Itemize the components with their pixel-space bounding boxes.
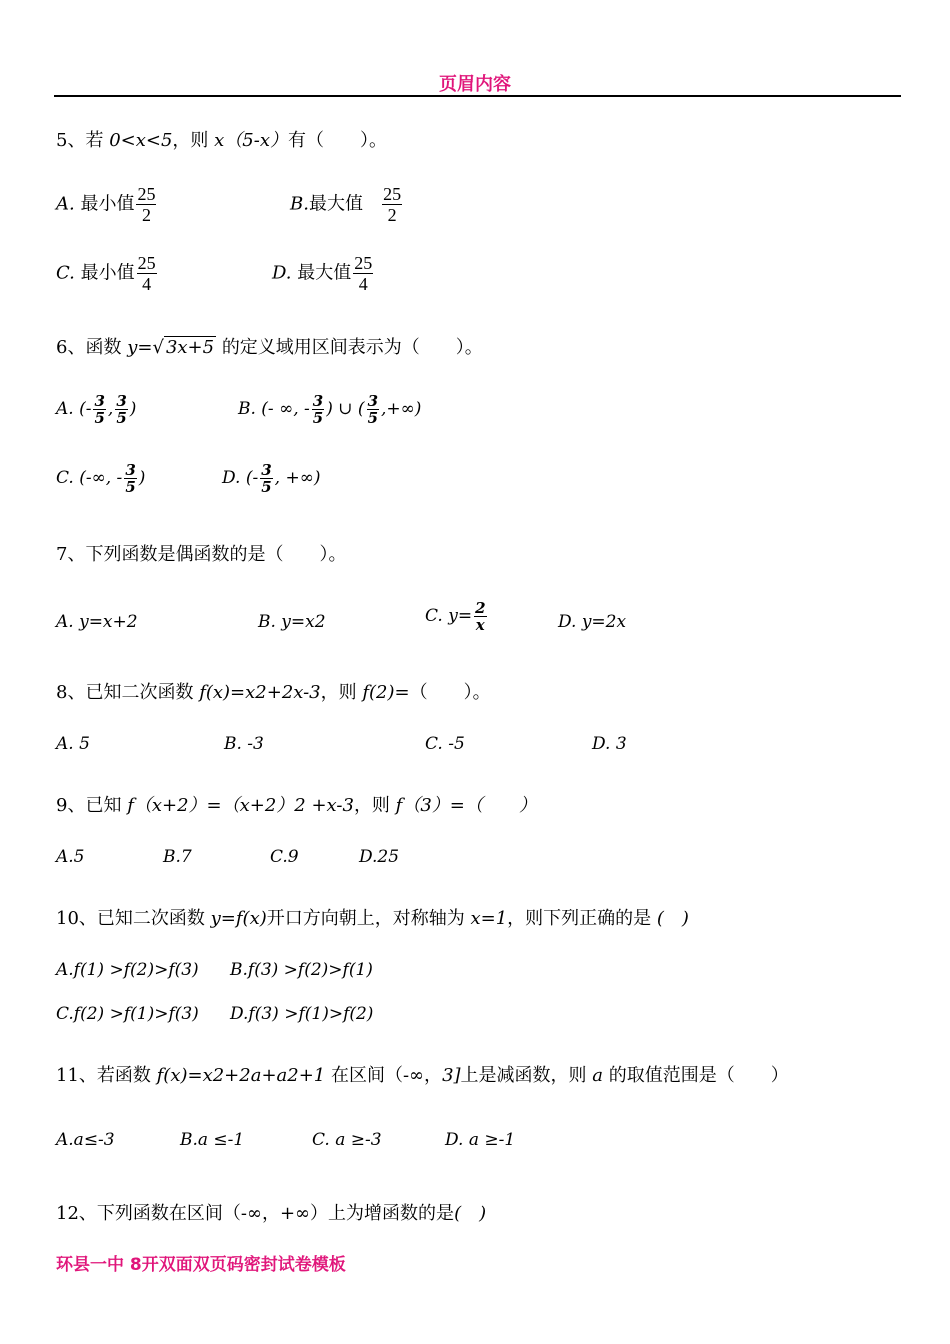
sqrt-sign: √ (152, 337, 164, 358)
option-text: C. y= (425, 606, 473, 626)
q8-option-a: A. 5 (56, 734, 90, 754)
option-text: ) ∪ ( (326, 399, 365, 419)
page-footer-text: 环县一中 8开双面双页码密封试卷模板 (56, 1255, 346, 1275)
q9-stem-part: 9、已知 (56, 795, 128, 816)
q8-option-d: D. 3 (592, 734, 627, 754)
q9-expression: f（3）=（ ） (395, 795, 537, 816)
option-text: ) (138, 468, 146, 488)
q11-function: f(x)=x2+2a+a2+1 (156, 1065, 326, 1086)
q5-option-c (56, 253, 159, 294)
option-label: C. (56, 262, 75, 284)
numerator: 25 (383, 184, 402, 204)
q11-option-b: B.a ≤-1 (180, 1130, 245, 1150)
q8-expression: f(2)= (362, 682, 410, 703)
fraction (353, 253, 373, 294)
q6-radicand: 3x+5 (165, 337, 215, 358)
q8-function: f(x)=x2+2x-3 (199, 682, 321, 703)
option-label: D. (272, 262, 292, 284)
question-11-stem (56, 1061, 789, 1087)
q10-stem-part: ，则下列正确的是 (507, 908, 657, 929)
denominator: 5 (367, 409, 378, 427)
fraction (93, 393, 105, 426)
numerator: 25 (137, 184, 156, 204)
numerator: 3 (125, 461, 136, 479)
q6-stem-part: 的定义域用区间表示为（ ）。 (221, 337, 483, 358)
question-12-stem (56, 1199, 486, 1225)
numerator: 3 (367, 392, 378, 410)
option-text: ,+∞) (381, 399, 422, 419)
q5-stem-part: ，则 (172, 130, 215, 151)
option-text: ) (129, 399, 137, 419)
q7-option-b: B. y=x2 (258, 612, 326, 632)
q10-option-b: B.f(3) >f(2)>f(1) (230, 960, 373, 980)
fraction (115, 393, 127, 426)
option-text: B. (- ∞, - (238, 399, 310, 419)
q11-option-d: D. a ≥-1 (445, 1130, 516, 1150)
q10-stem-part: 开口方向朝上，对称轴为 (266, 908, 471, 929)
q7-option-a: A. y=x+2 (56, 612, 138, 632)
numerator: 25 (137, 253, 156, 273)
fraction (260, 462, 272, 495)
numerator: 3 (312, 392, 324, 410)
question-8-stem (56, 678, 491, 704)
numerator: 3 (261, 461, 272, 479)
fraction (312, 393, 324, 426)
question-7-stem: 7、下列函数是偶函数的是（ ）。 (56, 544, 347, 565)
denominator: 2 (141, 205, 151, 225)
fraction (137, 253, 157, 294)
q11-bound: 3] (442, 1065, 461, 1086)
numerator: 2 (475, 599, 486, 617)
q9-option-b: B.7 (163, 847, 192, 867)
q6-option-d (222, 462, 321, 495)
q5-option-d (272, 253, 375, 294)
fraction (124, 462, 136, 495)
option-text: 最大值 (308, 193, 363, 215)
option-label: B. (290, 193, 309, 215)
denominator: 5 (116, 409, 127, 427)
q5-option-b (290, 184, 404, 225)
denominator: 5 (125, 478, 136, 496)
denominator: 5 (312, 409, 324, 427)
question-5-stem (56, 126, 387, 152)
q11-stem-part: 的取值范围是（ ） (603, 1065, 789, 1086)
q11-stem-part: 上是减函数，则 (460, 1065, 593, 1086)
q8-option-b: B. -3 (224, 734, 264, 754)
q5-condition: 0<x<5 (109, 130, 173, 151)
denominator: 2 (387, 205, 397, 225)
q10-axis: x=1 (470, 908, 508, 929)
option-text: 最大值 (297, 262, 352, 284)
q9-option-d: D.25 (359, 847, 400, 867)
option-text: , +∞) (274, 468, 321, 488)
q9-stem-part: ，则 (353, 795, 396, 816)
q12-blank: ( ) (454, 1203, 487, 1224)
q11-option-a: A.a≤-3 (56, 1130, 115, 1150)
fraction (367, 393, 379, 426)
question-10-stem (56, 904, 689, 930)
q9-expression: f（x+2）=（x+2）2 +x-3 (127, 795, 354, 816)
q11-option-c: C. a ≥-3 (312, 1130, 382, 1150)
q6-stem-part: 6、函数 (56, 337, 128, 358)
denominator: 5 (261, 478, 272, 496)
q10-option-d: D.f(3) >f(1)>f(2) (230, 1004, 374, 1024)
q7-option-c (425, 600, 489, 633)
q10-option-c: C.f(2) >f(1)>f(3) (56, 1004, 199, 1024)
q8-stem-part: ，则 (320, 682, 363, 703)
q10-option-a: A.f(1) >f(2)>f(3) (56, 960, 199, 980)
numerator: 3 (116, 392, 127, 410)
option-text: 最小值 (80, 193, 135, 215)
fraction (382, 184, 402, 225)
fraction (474, 600, 486, 633)
denominator: 4 (142, 274, 152, 294)
q6-option-c (56, 462, 145, 495)
q9-option-a: A.5 (56, 847, 85, 867)
page-header-title: 页眉内容 (439, 74, 511, 95)
option-text: A. (- (56, 399, 92, 419)
q8-option-c: C. -5 (425, 734, 465, 754)
fraction (136, 184, 156, 225)
q6-option-b (238, 393, 421, 426)
option-text: D. (- (222, 468, 259, 488)
q11-variable: a (592, 1065, 604, 1086)
q9-option-c: C.9 (270, 847, 299, 867)
q6-option-a (56, 393, 136, 426)
denominator: 4 (358, 274, 368, 294)
q10-stem-part: 10、已知二次函数 (56, 908, 211, 929)
q11-stem-part: 11、若函数 (56, 1065, 157, 1086)
q6-function: y= (127, 337, 153, 358)
option-text: C. (-∞, - (56, 468, 123, 488)
numerator: 3 (94, 392, 105, 410)
option-text: 最小值 (80, 262, 135, 284)
denominator: 5 (94, 409, 105, 427)
question-6-stem (56, 333, 483, 359)
q5-stem-part: 5、若 (56, 130, 110, 151)
q11-stem-part: 在区间（-∞， (325, 1065, 443, 1086)
q10-blank: ( ) (656, 908, 689, 929)
option-label: A. (56, 193, 75, 215)
numerator: 25 (354, 253, 373, 273)
denominator: x (475, 616, 485, 634)
q7-option-d: D. y=2x (558, 612, 627, 632)
q10-function: y=f(x) (210, 908, 267, 929)
q5-stem-part: 有（ ）。 (288, 130, 387, 151)
q12-stem-part: 12、下列函数在区间（-∞，+∞）上为增函数的是 (56, 1203, 455, 1224)
header-divider (54, 95, 901, 97)
separator: , (107, 399, 114, 419)
question-9-stem (56, 791, 537, 817)
q5-expression: x（5-x） (214, 130, 288, 151)
q8-stem-part: 8、已知二次函数 (56, 682, 200, 703)
q8-stem-part: （ ）。 (409, 682, 491, 703)
q5-option-a (56, 184, 158, 225)
